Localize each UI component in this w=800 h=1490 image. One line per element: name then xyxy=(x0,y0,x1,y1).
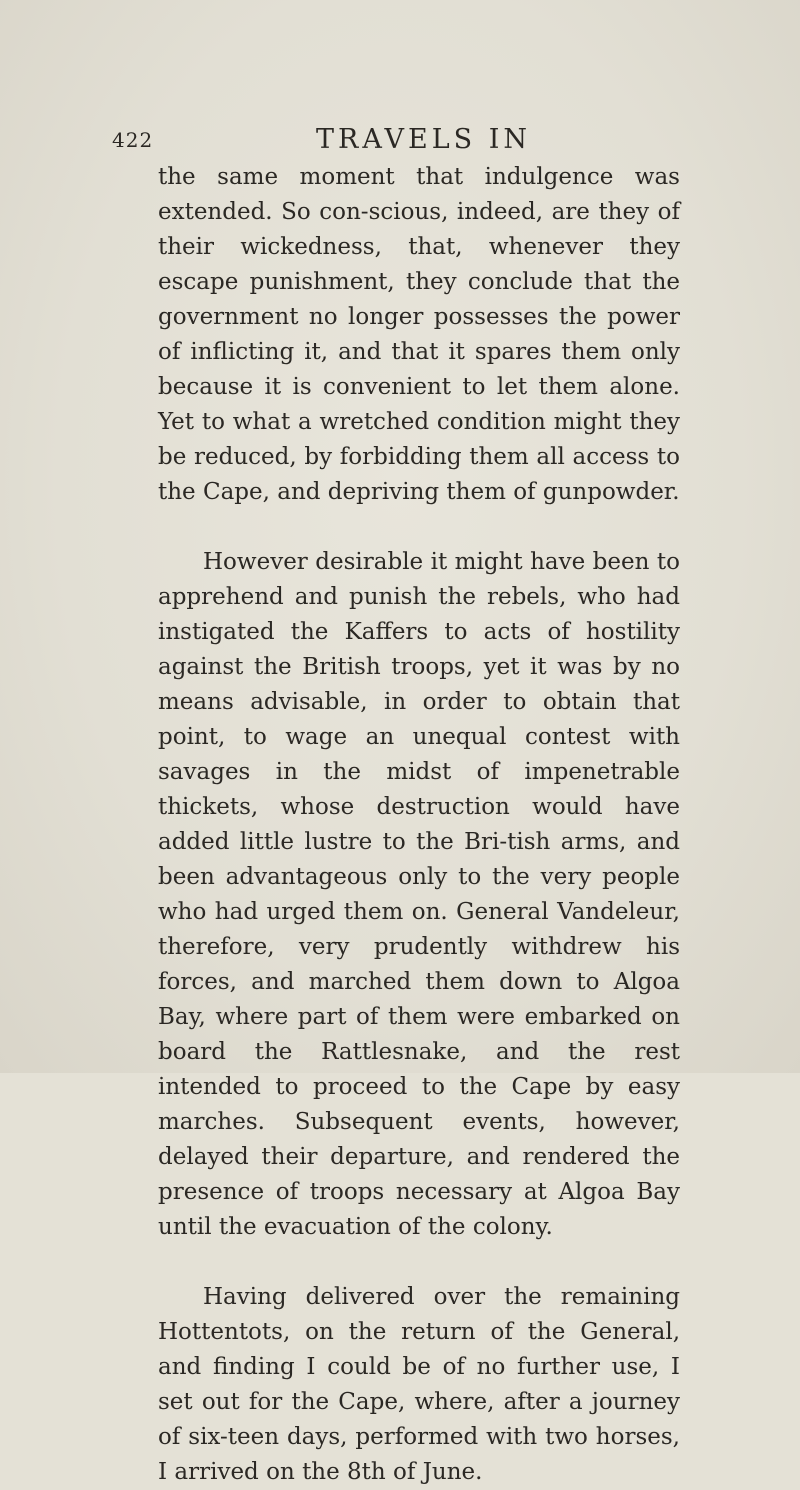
page-number: 422 xyxy=(112,128,154,152)
running-head: TRAVELS IN xyxy=(316,124,531,155)
paragraph-3: Having delivered over the remaining Hottentots, on the return of the General, and finding I could be of no further use, I set out for the Cape, where, after a journey of six-teen days, performed with two horses, I arrived on the 8th of June. xyxy=(158,1284,680,1485)
body-text xyxy=(158,160,680,1490)
paragraph-2: However desirable it might have been to apprehend and punish the rebels, who had instigated the Kaffers to acts of hostility against the British troops, yet it was by no means advisable, in order to obtain that point, to wage an unequal contest with savages in the midst of impenetrable thickets, whose destruction would have added little lustre to the Bri-tish arms, and been advantageous only to the very people who had urged them on. General Vandeleur, therefore, very prudently withdrew his forces, and marched them down to Algoa Bay, where part of them were embarked on board the Rattlesnake, and the rest intended to proceed to the Cape by easy marches. Subsequent events, however, delayed their departure, and rendered the presence of troops necessary at Algoa Bay until the evacuation of the colony. xyxy=(158,549,680,1240)
page-header xyxy=(112,124,712,158)
paragraph-1: the same moment that indulgence was extended. So con-scious, indeed, are they of their wickedness, that, whenever they escape punishment, they conclude that the government no longer possesses the power of inflicting it, and that it spares them only because it is convenient to let them alone. Yet to what a wretched condition might they be reduced, by forbidding them all access to the Cape, and depriving them of gunpowder. xyxy=(158,164,680,505)
